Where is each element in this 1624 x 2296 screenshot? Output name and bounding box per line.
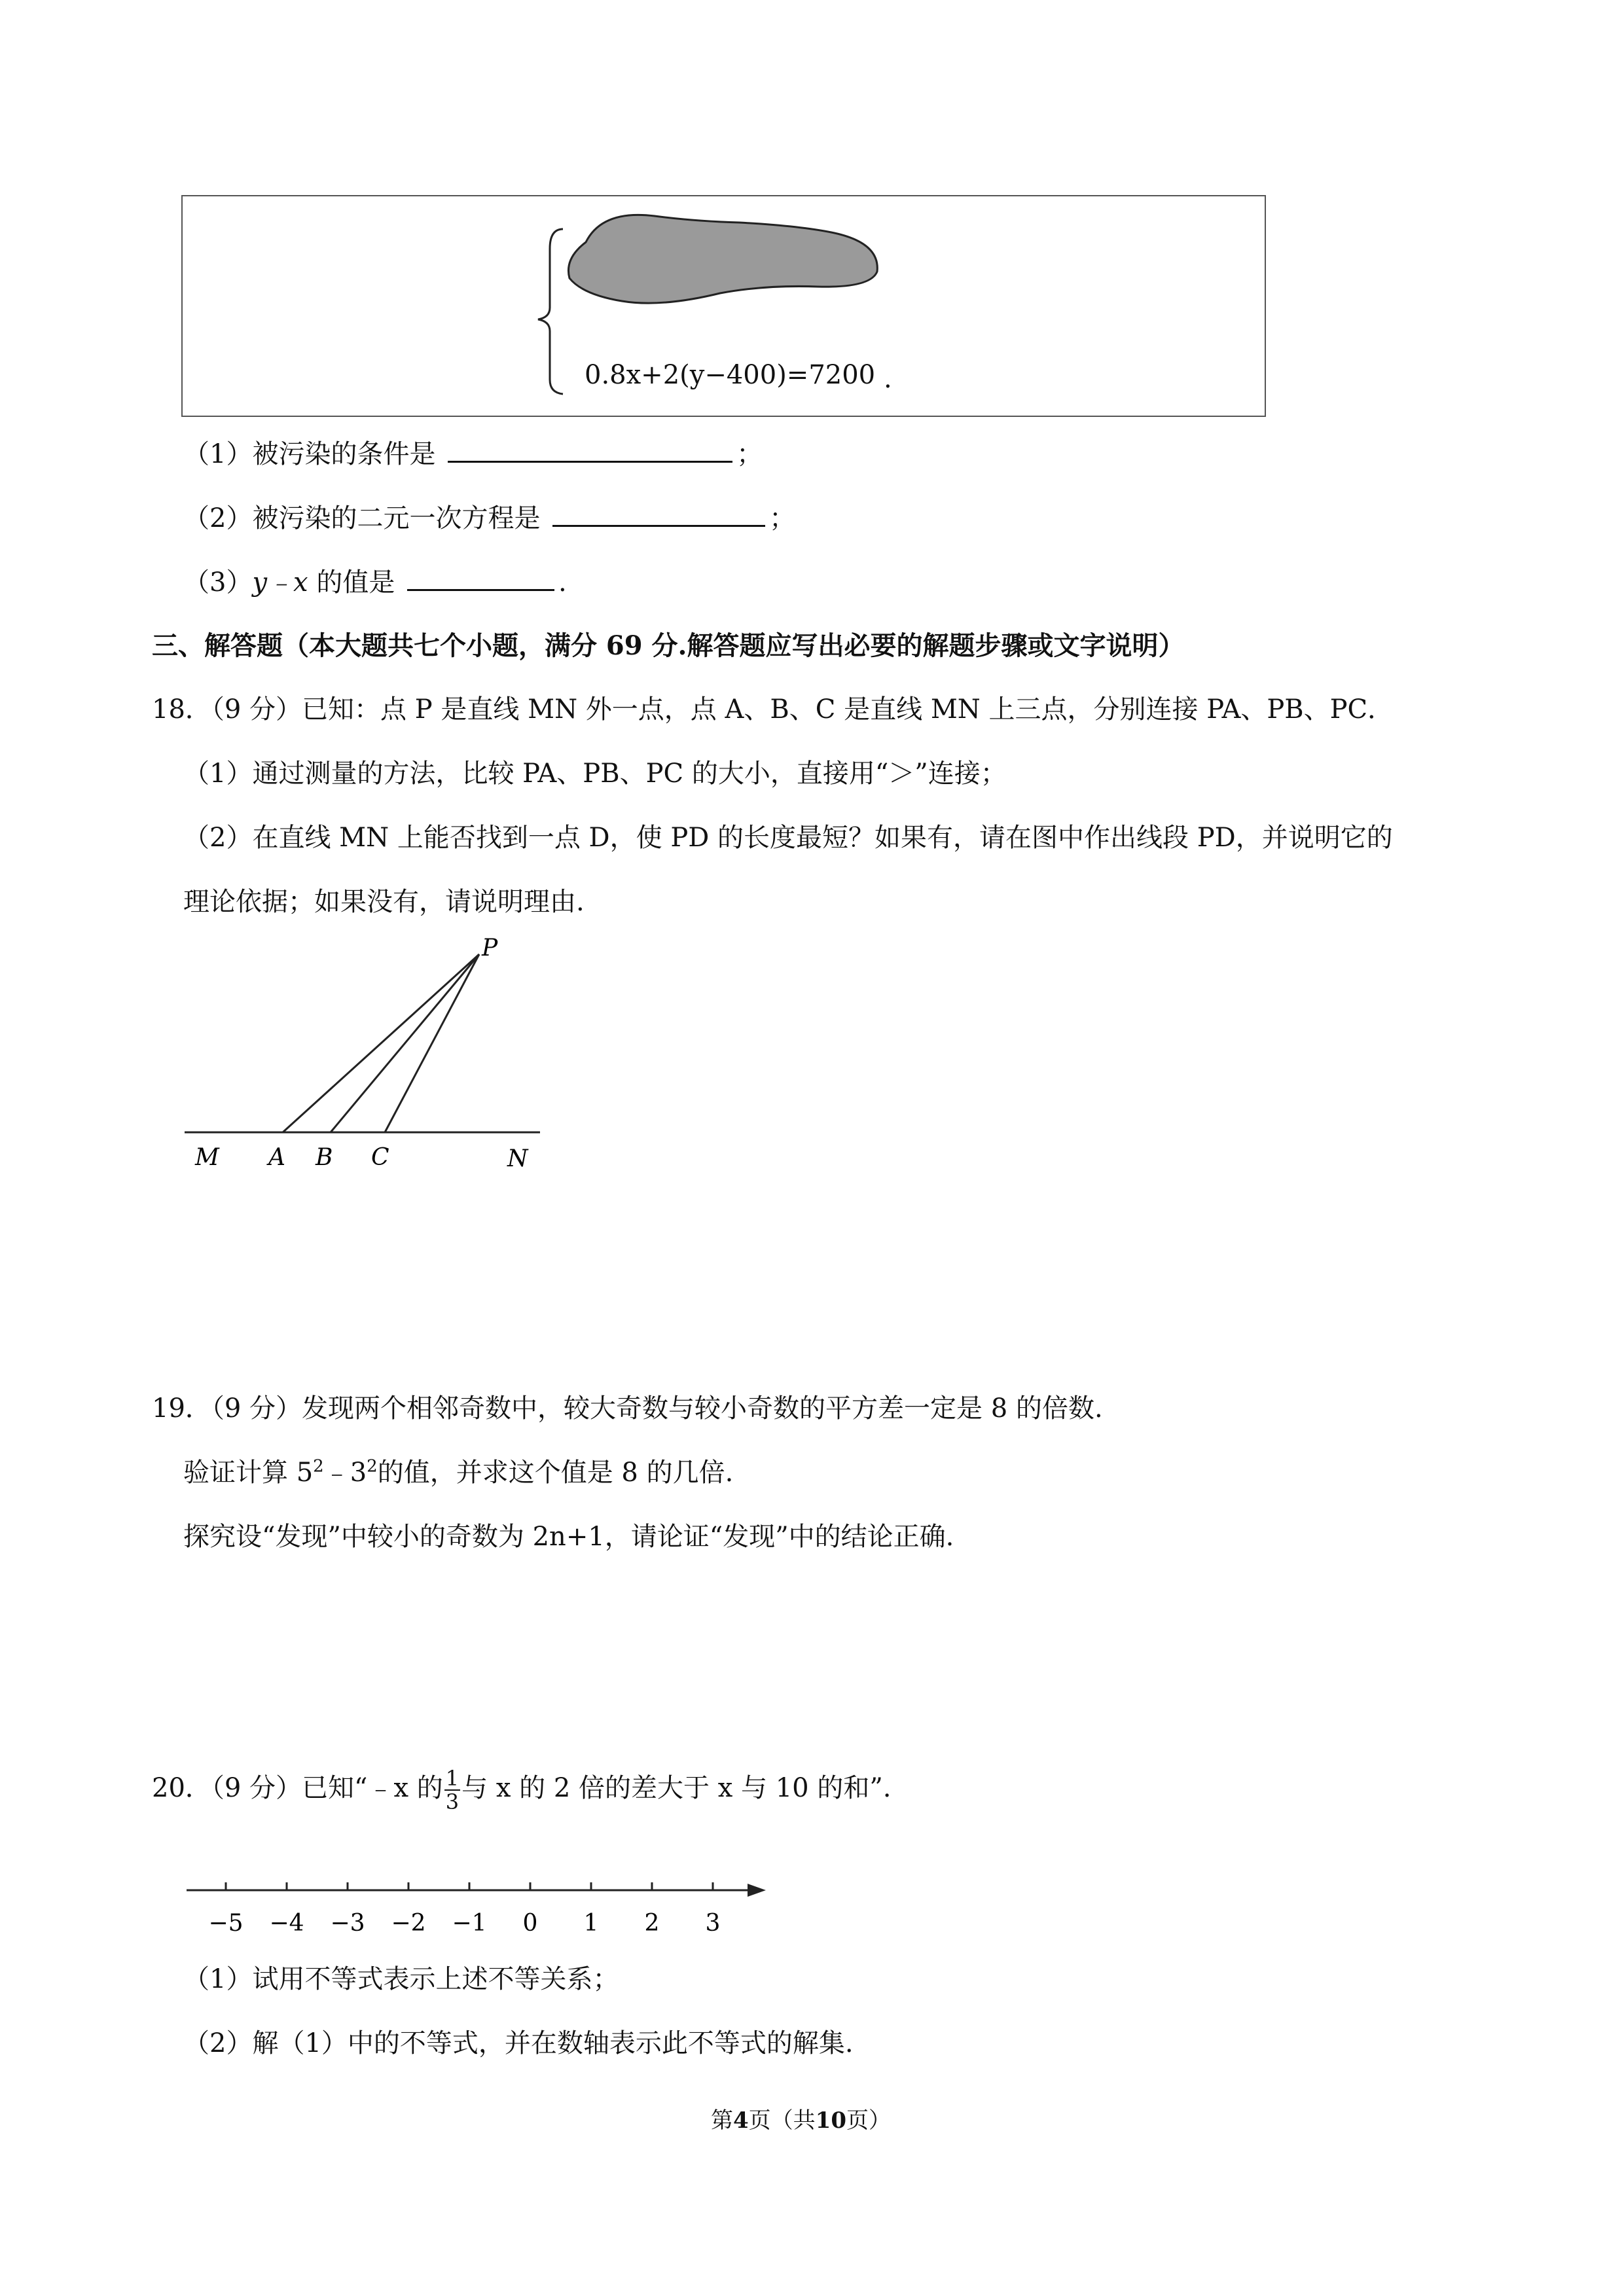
q19-stem: 19．（9 分）发现两个相邻奇数中，较大奇数与较小奇数的平方差一定是 8 的倍数. <box>152 1393 1103 1424</box>
q19-verify: 验证计算 $5^2﹣3^2$的值，并求这个值是 8 的几倍. <box>183 1456 734 1488</box>
label-c: C <box>371 1144 389 1171</box>
equation-brace <box>538 229 563 394</box>
label-m: M <box>195 1144 219 1171</box>
page-footer: 第4页（共10页） <box>711 2108 891 2134</box>
number-line-label: −2 <box>391 1910 426 1937</box>
q20-part1: （1）试用不等式表示上述不等关系； <box>183 1964 619 1994</box>
q17-part3-answer-blank[interactable] <box>407 567 554 591</box>
total-pages: 10 <box>815 2108 846 2134</box>
label-a: A <box>268 1144 285 1171</box>
q17-part2-answer-blank[interactable] <box>552 503 765 527</box>
number-line-label: 2 <box>644 1910 660 1937</box>
q17-part1: （1）被污染的条件是 ； <box>183 439 763 469</box>
q17-part3: （3）y﹣x 的值是 . <box>183 567 567 598</box>
q18-part1: （1）通过测量的方法，比较 PA、PB、PC 的大小，直接用“＞”连接； <box>183 759 1007 789</box>
label-b: B <box>316 1144 333 1171</box>
number-line-label: 3 <box>705 1910 721 1937</box>
label-n: N <box>507 1145 528 1172</box>
q18-part2-line1: （2）在直线 MN 上能否找到一点 D，使 PD 的长度最短？如果有，请在图中作出线段 PD，并说明它的 <box>183 823 1393 853</box>
current-page: 4 <box>733 2108 749 2134</box>
number-line-label: 0 <box>522 1910 538 1937</box>
number-line-label: −5 <box>208 1910 244 1937</box>
q20-part2: （2）解（1）中的不等式，并在数轴表示此不等式的解集. <box>183 2028 854 2058</box>
segment-pc <box>385 954 479 1132</box>
number-line-label: −3 <box>330 1910 365 1937</box>
q17-visible-equation <box>585 360 875 390</box>
ink-smudge-blot <box>568 215 877 303</box>
q17-part2: （2）被污染的二元一次方程是 ； <box>183 503 796 533</box>
number-line-label: −1 <box>452 1910 487 1937</box>
number-line-label: −4 <box>269 1910 304 1937</box>
q17-part1-answer-blank[interactable] <box>448 439 732 463</box>
fraction-one-third: $\frac{1}{3}$ <box>445 1766 460 1814</box>
q19-explore: 探究设“发现”中较小的奇数为 2n+1，请论证“发现”中的结论正确. <box>183 1522 954 1552</box>
section3-heading: 三、解答题（本大题共七个小题，满分 69 分.解答题应写出必要的解题步骤或文字说明） <box>152 630 1185 661</box>
label-p: P <box>482 936 498 961</box>
q18-part2-line2: 理论依据；如果没有，请说明理由. <box>183 887 585 917</box>
q20-stem: 20．（9 分）已知“﹣x 的 $\frac{1}{3}$ 与 x 的 2 倍的差大于 x 与 10 的和”. <box>152 1766 892 1814</box>
number-line-arrow <box>748 1884 766 1897</box>
q20-number-line <box>177 1865 779 1944</box>
segment-pa <box>283 954 479 1132</box>
number-line-label: 1 <box>583 1910 599 1937</box>
equation-text: 0.8x+2(y−400)=7200 <box>585 360 876 390</box>
q18-stem: 18．（9 分）已知：点 P 是直线 MN 外一点，点 A、B、C 是直线 MN 上三点，分别连接 PA、PB、PC． <box>152 694 1394 725</box>
segment-pb <box>331 954 479 1132</box>
equation-end-mark: . <box>884 364 892 394</box>
q18-geometry-figure <box>177 936 556 1178</box>
